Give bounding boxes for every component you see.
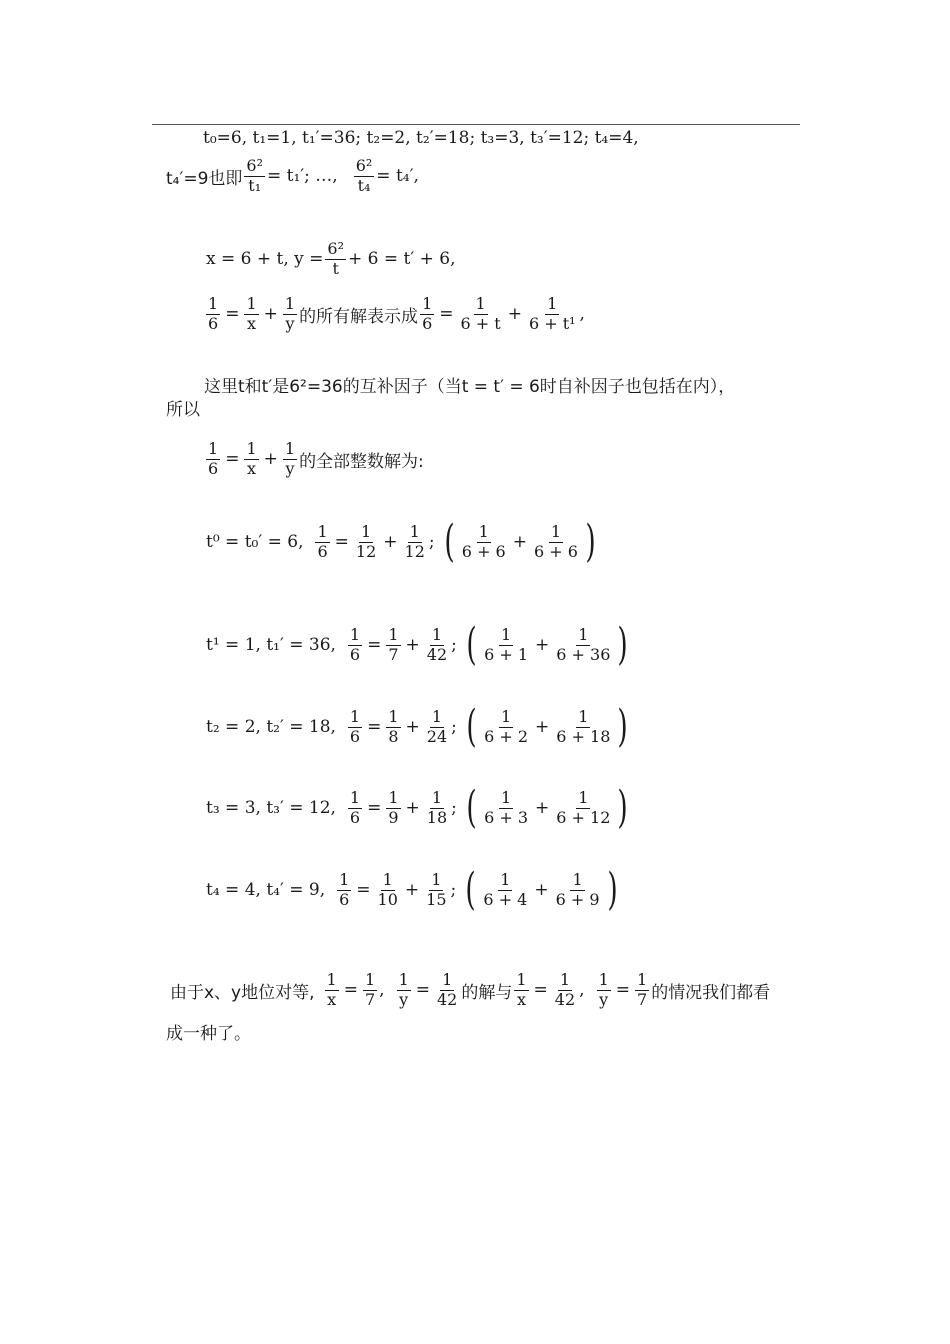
parenthesized-check: ( $\frac{1}{6 + 3}$ + $\frac{1}{6 + 12}$ )	[466, 782, 629, 833]
equation-line-5: $\frac{1}{6}$ = $\frac{1}{x}$ + $\frac{1}{y}$ 的全部整数解为:	[208, 439, 424, 478]
equation-line-1: t₀=6, t₁=1, t₁′=36; t₂=2, t₂′=18; t₃=3, t₃′=12; t₄=4,	[203, 128, 639, 148]
fraction: $\frac{\text{6²}}{t}$	[327, 239, 344, 278]
parenthesized-check: ( $\frac{1}{6 + 1}$ + $\frac{1}{6 + 36}$ )	[466, 619, 629, 670]
fraction: $\frac{1}{6}$	[422, 294, 433, 333]
paragraph-text-cont: 所以	[166, 400, 200, 420]
final-paragraph: 由于x、y地位对等, $\frac{1}{x}$ = $\frac{1}{7}$ , $\frac{1}{y}$ = $\frac{1}{42}$ 的解与 $\frac{1}{x}$ = $\frac{1}{42}$ , $\frac{1}{y}$ = $\frac{1}{7}$ 的情况我们都看	[170, 970, 771, 1009]
fraction: $\frac{1}{y}$	[284, 439, 296, 478]
fraction: $\frac{1}{6 + t}$	[460, 294, 501, 333]
solution-row-0: t⁰ = t₀′ = 6, $\frac{1}{6}$ = $\frac{1}{12}$ + $\frac{1}{12}$ ; ( $\frac{1}{6 + 6}$ + $\frac{1}{6 + 6}$ )	[206, 520, 599, 564]
paragraph-text: 这里t和t′是6²=36的互补因子（当t = t′ = 6时自补因子也包括在内），	[204, 377, 736, 397]
fraction: $\frac{\text{6²}}{\text{t₄}}$	[355, 156, 373, 195]
equation-line-4: $\frac{1}{6}$ = $\frac{1}{x}$ + $\frac{1}{y}$ 的所有解表示成 $\frac{1}{6}$ = $\frac{1}{6 + t}$ + $\frac{1}{\text{6 + t¹}}$ ,	[208, 294, 585, 333]
solution-row-1: t¹ = 1, t₁′ = 36, $\frac{1}{6}$ = $\frac{1}{7}$ + $\frac{1}{42}$ ; ( $\frac{1}{6 + 1}$ + $\frac{1}{6 + 36}$ )	[206, 623, 632, 667]
parenthesized-check: ( $\frac{1}{6 + 2}$ + $\frac{1}{6 + 18}$ )	[466, 701, 629, 752]
fraction: $\frac{1}{y}$	[284, 294, 296, 333]
equation-line-2: t₄′=9也即 $\frac{\text{6²}}{\text{t₁}}$ = t₁′; …, $\frac{\text{6²}}{\text{t₄}}$ = t₄′,	[166, 156, 419, 195]
solution-row-3: t₃ = 3, t₃′ = 12, $\frac{1}{6}$ = $\frac{1}{9}$ + $\frac{1}{18}$ ; ( $\frac{1}{6 + 3}$ + $\frac{1}{6 + 12}$ )	[206, 786, 632, 830]
fraction: $\frac{1}{6}$	[208, 439, 219, 478]
equation-line-3: x = 6 + t, y = $\frac{\text{6²}}{t}$ + 6 = t′ + 6,	[206, 239, 456, 278]
parenthesized-check: ( $\frac{1}{6 + 4}$ + $\frac{1}{6 + 9}$ )	[465, 864, 618, 915]
fraction: $\frac{1}{x}$	[246, 439, 257, 478]
fraction: $\frac{1}{x}$	[246, 294, 257, 333]
fraction: $\frac{1}{6}$	[208, 294, 219, 333]
solution-row-4: t₄ = 4, t₄′ = 9, $\frac{1}{6}$ = $\frac{1}{10}$ + $\frac{1}{15}$ ; ( $\frac{1}{6 + 4}$ + $\frac{1}{6 + 9}$ )	[206, 868, 621, 912]
fraction: $\frac{1}{\text{6 + t¹}}$	[528, 294, 576, 333]
final-paragraph-cont: 成一种了。	[166, 1024, 251, 1044]
fraction: $\frac{\text{6²}}{\text{t₁}}$	[246, 156, 263, 195]
solution-row-2: t₂ = 2, t₂′ = 18, $\frac{1}{6}$ = $\frac{1}{8}$ + $\frac{1}{24}$ ; ( $\frac{1}{6 + 2}$ + $\frac{1}{6 + 18}$ )	[206, 705, 632, 749]
header-rule	[152, 124, 800, 125]
parenthesized-check: ( $\frac{1}{6 + 6}$ + $\frac{1}{6 + 6}$ )	[444, 516, 596, 567]
